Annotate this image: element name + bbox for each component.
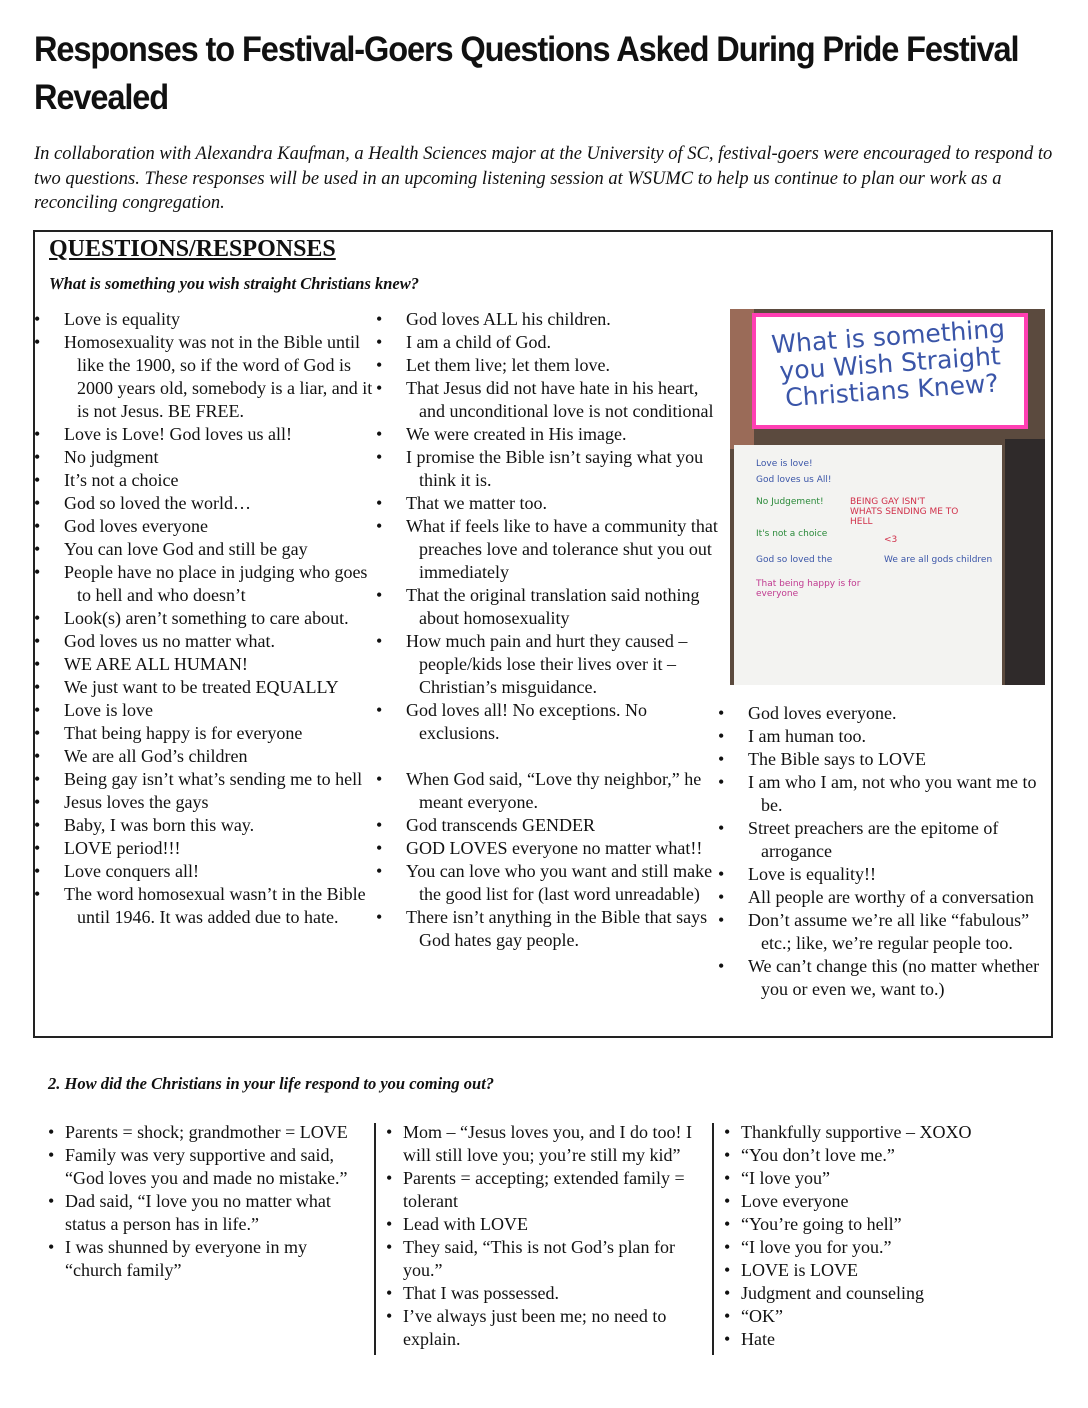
response-item: • There isn’t anything in the Bible that says God hates gay people.: [389, 906, 719, 952]
response-item: • I am who I am, not who you want me to be.: [731, 771, 1047, 817]
photo-note: God so loved the: [756, 555, 833, 565]
q2-responses-col3: [724, 1121, 1044, 1351]
photo-sign: [752, 313, 1028, 429]
response-item: • WE ARE ALL HUMAN!: [47, 653, 377, 676]
response-item: • It’s not a choice: [47, 469, 377, 492]
response-item: • We can’t change this (no matter whether you or even we, want to.): [731, 955, 1047, 1001]
questions-box: [33, 230, 1053, 1038]
response-item: • God loves everyone.: [731, 702, 1047, 725]
response-item: • Love everyone: [724, 1190, 1044, 1213]
response-item: • They said, “This is not God’s plan for you.”: [386, 1236, 711, 1282]
response-item: • Love is equality: [47, 308, 377, 331]
column-divider: [712, 1123, 714, 1355]
response-item: • Don’t assume we’re all like “fabulous” etc.; like, we’re regular people too.: [731, 909, 1047, 955]
response-item: • That being happy is for everyone: [47, 722, 377, 745]
response-item: • Love is Love! God loves us all!: [47, 423, 377, 446]
photo-note: We are all gods children: [884, 555, 993, 565]
page-title: Responses to Festival-Goers Questions Asked During Pride Festival Revealed: [34, 30, 1019, 117]
response-item: • Street preachers are the epitome of arrogance: [731, 817, 1047, 863]
response-item: • Dad said, “I love you no matter what status a person has in life.”: [48, 1190, 363, 1236]
response-item: • Hate: [724, 1328, 1044, 1351]
response-item: • The Bible says to LOVE: [731, 748, 1047, 771]
response-item: • Love is equality!!: [731, 863, 1047, 886]
response-item: • Mom – “Jesus loves you, and I do too! I will still love you; you’re still my kid”: [386, 1121, 711, 1167]
response-item: • GOD LOVES everyone no matter what!!: [389, 837, 719, 860]
response-item: • Homosexuality was not in the Bible until like the 1900, so if the word of God is 2000 years old, somebody is a liar, and it is not Jesus. BE FREE.: [47, 331, 377, 423]
response-item: • People have no place in judging who goes to hell and who doesn’t: [47, 561, 377, 607]
response-item: • Jesus loves the gays: [47, 791, 377, 814]
response-item: • “OK”: [724, 1305, 1044, 1328]
q2-responses-col2: [386, 1121, 711, 1351]
photo-note: That being happy is for everyone: [756, 579, 861, 599]
response-item: • When God said, “Love thy neighbor,” he meant everyone.: [389, 768, 719, 814]
intro-paragraph: In collaboration with Alexandra Kaufman, a Health Sciences major at the University of SC, festival-goers were encouraged to respond to two questions. These responses will be used in an upcoming listening session at WSUMC to help us continue to plan our work as a reconciling congregation.: [34, 144, 1053, 213]
q1-responses-col2: [389, 308, 719, 952]
response-item: • God so loved the world…: [47, 492, 377, 515]
response-item: • “You’re going to hell”: [724, 1213, 1044, 1236]
response-item: • That I was possessed.: [386, 1282, 711, 1305]
response-item: • God loves us no matter what.: [47, 630, 377, 653]
photo-responses-board: [734, 445, 1002, 685]
q1-responses-col3: [731, 702, 1047, 1001]
q1-responses-col1: [47, 308, 377, 929]
response-item: • You can love God and still be gay: [47, 538, 377, 561]
response-item: • “I love you for you.”: [724, 1236, 1044, 1259]
response-item: • We just want to be treated EQUALLY: [47, 676, 377, 699]
photo-note: BEING GAY ISN'T WHATS SENDING ME TO HELL: [850, 497, 959, 527]
question-1: What is something you wish straight Christians knew?: [49, 274, 420, 293]
response-item: • God loves ALL his children.: [389, 308, 719, 331]
whiteboard-photo: [730, 309, 1045, 685]
response-item: • Parents = accepting; extended family = tolerant: [386, 1167, 711, 1213]
response-item: • Love conquers all!: [47, 860, 377, 883]
photo-note: It's not a choice: [756, 529, 828, 539]
response-item: • I am a child of God.: [389, 331, 719, 354]
response-item: • I was shunned by everyone in my “church family”: [48, 1236, 363, 1282]
response-item: • Love is love: [47, 699, 377, 722]
photo-sign-text: What is something you Wish Straight Christians Knew?: [770, 313, 1006, 413]
column-divider: [374, 1123, 376, 1355]
response-item: • LOVE is LOVE: [724, 1259, 1044, 1282]
response-item: • God transcends GENDER: [389, 814, 719, 837]
response-item: • I promise the Bible isn’t saying what you think it is.: [389, 446, 719, 492]
photo-shadow: [1005, 439, 1045, 685]
response-item: • Thankfully supportive – XOXO: [724, 1121, 1044, 1144]
question-2: 2. How did the Christians in your life respond to you coming out?: [48, 1074, 495, 1093]
response-item: • We are all God’s children: [47, 745, 377, 768]
response-item: • Judgment and counseling: [724, 1282, 1044, 1305]
response-item: • What if feels like to have a community that preaches love and tolerance shut you out immediately: [389, 515, 719, 584]
q2-responses-col1: [48, 1121, 363, 1282]
response-item: • Being gay isn’t what’s sending me to hell: [47, 768, 377, 791]
response-item: • I am human too.: [731, 725, 1047, 748]
response-item: • All people are worthy of a conversation: [731, 886, 1047, 909]
response-item: • LOVE period!!!: [47, 837, 377, 860]
response-item: • God loves everyone: [47, 515, 377, 538]
response-item: • Parents = shock; grandmother = LOVE: [48, 1121, 363, 1144]
response-item: • That the original translation said nothing about homosexuality: [389, 584, 719, 630]
photo-note: God loves us All!: [756, 475, 832, 485]
response-item: • That Jesus did not have hate in his heart, and unconditional love is not conditional: [389, 377, 719, 423]
response-item: • No judgment: [47, 446, 377, 469]
response-item: • That we matter too.: [389, 492, 719, 515]
response-item: • Baby, I was born this way.: [47, 814, 377, 837]
response-item: • How much pain and hurt they caused – people/kids lose their lives over it – Christian’s misguidance.: [389, 630, 719, 699]
response-item: • Family was very supportive and said, “God loves you and made no mistake.”: [48, 1144, 363, 1190]
response-item: • Let them live; let them love.: [389, 354, 719, 377]
response-item: • Look(s) aren’t something to care about.: [47, 607, 377, 630]
photo-note: Love is love!: [756, 459, 813, 469]
response-item: • “I love you”: [724, 1167, 1044, 1190]
photo-note: <3: [884, 535, 898, 545]
response-item: • I’ve always just been me; no need to explain.: [386, 1305, 711, 1351]
response-item: • We were created in His image.: [389, 423, 719, 446]
response-item: • You can love who you want and still make the good list for (last word unreadable): [389, 860, 719, 906]
photo-note: No Judgement!: [756, 497, 824, 507]
section-heading: QUESTIONS/RESPONSES: [49, 236, 336, 262]
response-item: • God loves all! No exceptions. No exclusions.: [389, 699, 719, 745]
response-item: • The word homosexual wasn’t in the Bible until 1946. It was added due to hate.: [47, 883, 377, 929]
response-item: • “You don’t love me.”: [724, 1144, 1044, 1167]
photo-background: [730, 309, 754, 449]
response-item: • Lead with LOVE: [386, 1213, 711, 1236]
